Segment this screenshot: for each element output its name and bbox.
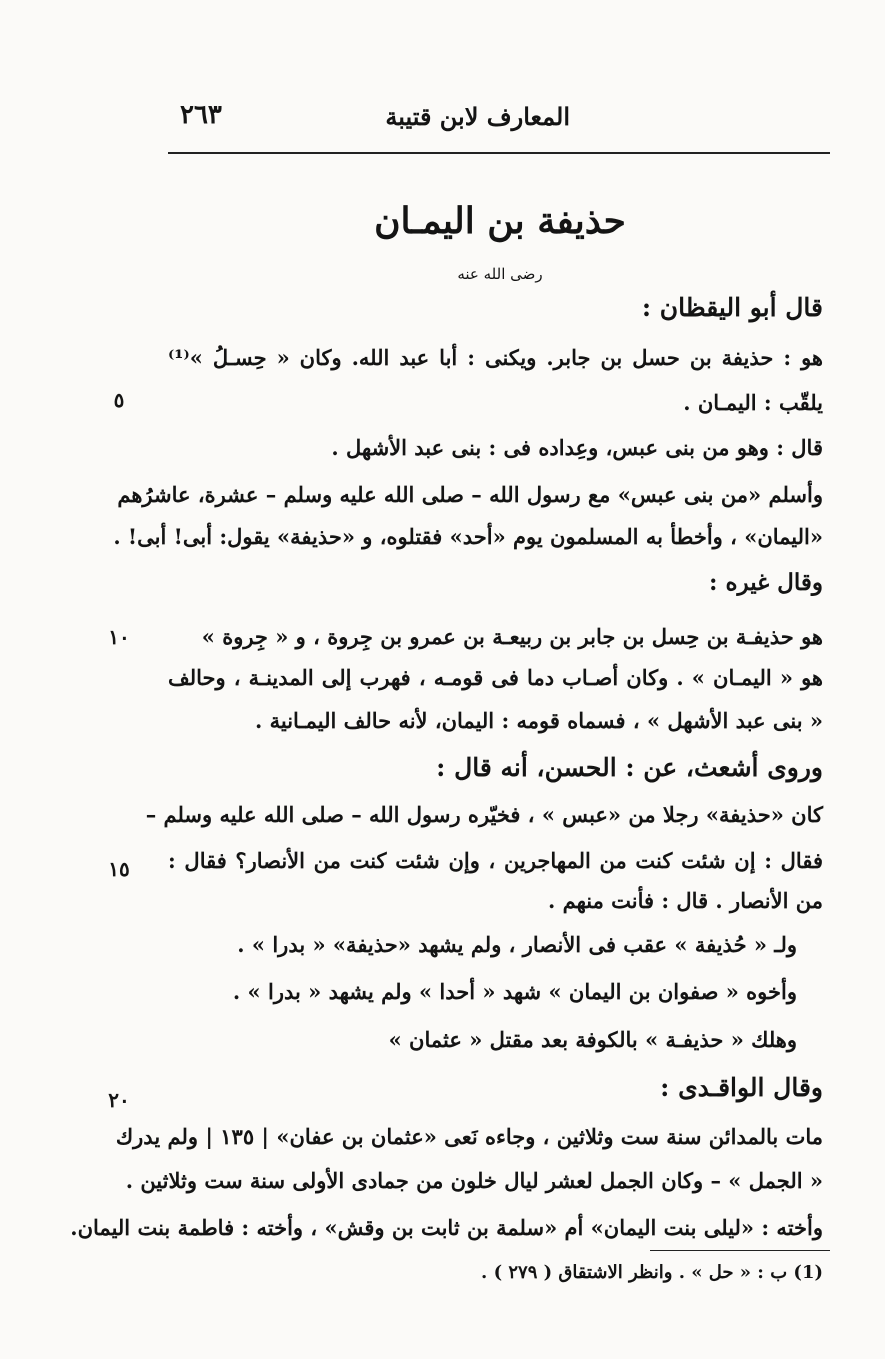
line-number-10: ١٠ bbox=[108, 625, 130, 649]
article-subtitle: رضى الله عنه bbox=[457, 265, 543, 283]
page-number: ٢٦٣ bbox=[180, 100, 222, 130]
text-line: « بنى عبد الأشهل » ، فسماه قومه : اليمان، لأنه حالف اليمـانية . bbox=[254, 708, 823, 733]
line-number-20: ٢٠ bbox=[108, 1088, 130, 1112]
footnote-divider bbox=[650, 1250, 830, 1251]
text-line: هو : حذيفة بن حسل بن جابر. ويكنى : أبا عبد الله. وكان « حِسـلُ »⁽¹⁾ bbox=[168, 345, 823, 370]
text-line: وأخوه « صفوان بن اليمان » شهد « أحدا » ولم يشهد « بدرا » . bbox=[232, 979, 797, 1004]
text-line: وهلك « حذيفـة » بالكوفة بعد مقتل « عثمان » bbox=[388, 1027, 797, 1052]
section-heading-ashath: وروى أشعث، عن : الحسن، أنه قال : bbox=[436, 753, 823, 782]
section-heading-waqidi: وقال الواقـدى : bbox=[660, 1073, 823, 1102]
text-line: «اليمان» ، وأخطأ به المسلمون يوم «أحد» فقتلوه، و «حذيفة» يقول: أبى! أبى! . bbox=[113, 524, 823, 549]
text-line: مات بالمدائن سنة ست وثلاثين ، وجاءه نَعى «عثمان بن عفان» | ١٣٥ | ولم يدرك bbox=[115, 1124, 823, 1149]
text-line: قال : وهو من بنى عبس، وعِداده فى : بنى عبد الأشهل . bbox=[331, 435, 823, 460]
line-number-5: ٥ bbox=[113, 388, 125, 412]
text-line: يلقّب : اليمـان . bbox=[683, 390, 823, 415]
text-line: وأخته : «ليلى بنت اليمان» أم «سلمة بن ثابت بن وقش» ، وأخته : فاطمة بنت اليمان. bbox=[70, 1215, 823, 1240]
text-line: وأسلم «من بنى عبس» مع رسول الله – صلى الله عليه وسلم – عشرة، عاشرُهم bbox=[117, 482, 823, 507]
footnote: (1) ب : « حل » . وانظر الاشتقاق ( ٢٧٩ ) . bbox=[481, 1262, 823, 1283]
section-heading-abu-al-yaqzan: قال أبو اليقظان : bbox=[641, 293, 823, 322]
text-line: ولـ « حُذيفة » عقب فى الأنصار ، ولم يشهد «حذيفة» « بدرا » . bbox=[237, 932, 797, 957]
line-number-15: ١٥ bbox=[108, 857, 130, 881]
text-line: « الجمل » – وكان الجمل لعشر ليال خلون من جمادى الأولى سنة ست وثلاثين . bbox=[125, 1168, 823, 1193]
article-title: حذيفة بن اليمـان bbox=[374, 200, 626, 242]
page-header bbox=[168, 96, 830, 154]
text-line: هو « اليمـان » . وكان أصـاب دما فى قومـه ، فهرب إلى المدينـة ، وحالف bbox=[168, 665, 823, 690]
text-line: هو حذيفـة بن حِسل بن جابر بن ربيعـة بن عمرو بن جِروة ، و « جِروة » bbox=[201, 624, 823, 649]
running-title: المعارف لابن قتيبة bbox=[385, 102, 570, 131]
text-line: فقال : إن شئت كنت من المهاجرين ، وإن شئت كنت من الأنصار؟ فقال : bbox=[168, 848, 823, 873]
section-heading-others: وقال غيره : bbox=[708, 569, 823, 596]
text-line: كان «حذيفة» رجلا من «عبس » ، فخيّره رسول الله – صلى الله عليه وسلم – bbox=[145, 802, 823, 827]
text-line: من الأنصار . قال : فأنت منهم . bbox=[547, 888, 823, 913]
